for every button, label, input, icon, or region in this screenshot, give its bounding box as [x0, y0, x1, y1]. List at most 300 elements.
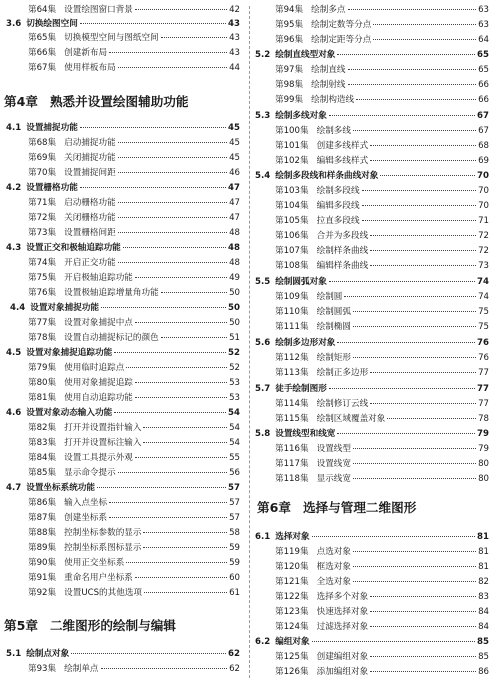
toc-entry: [28, 452, 240, 464]
page-number: 43: [228, 19, 240, 29]
toc-entry: [28, 512, 240, 524]
leader-dots: [370, 611, 476, 612]
chapter-title: 选择与管理二维图形: [302, 500, 417, 515]
leader-dots: [370, 403, 476, 404]
episode-number: 第95集: [275, 20, 304, 30]
entry-title: 打开并设置标注输入: [64, 438, 142, 448]
section-number: 5.6: [255, 338, 271, 348]
toc-section-heading: [255, 531, 489, 543]
toc-entry: [28, 467, 240, 479]
leader-dots: [370, 265, 476, 266]
leader-dots: [329, 388, 475, 389]
entry-title: 重命名用户坐标系: [64, 573, 133, 583]
leader-dots: [135, 577, 227, 578]
chapter-heading: [4, 618, 176, 634]
section-number: 5.5: [255, 277, 271, 287]
toc-entry: [275, 398, 489, 410]
toc-section-heading: [6, 182, 240, 194]
page-number: 57: [228, 483, 240, 493]
section-number: 5.7: [255, 384, 271, 394]
episode-number: 第92集: [28, 588, 57, 598]
toc-section-heading: [10, 302, 240, 314]
toc-entry: [275, 260, 489, 272]
leader-dots: [135, 397, 227, 398]
entry-title: 使用临时追踪点: [64, 363, 125, 373]
entry-title: 关闭捕捉功能: [64, 153, 116, 163]
leader-dots: [329, 281, 475, 282]
leader-dots: [143, 547, 227, 548]
entry-title: 设置线型和线宽: [275, 429, 336, 439]
episode-number: 第76集: [28, 288, 57, 298]
toc-entry: [275, 576, 489, 588]
toc-entry: [275, 321, 489, 333]
episode-number: 第73集: [28, 228, 57, 238]
toc-section-heading: [255, 170, 489, 182]
leader-dots: [353, 326, 476, 327]
section-number: 5.4: [255, 171, 271, 181]
page-number: 80: [478, 459, 489, 469]
toc-entry: [275, 651, 489, 663]
leader-dots: [348, 9, 477, 10]
leader-dots: [114, 412, 226, 413]
leader-dots: [370, 626, 476, 627]
episode-number: 第85集: [28, 468, 57, 478]
episode-number: 第109集: [275, 292, 309, 302]
leader-dots: [353, 478, 476, 479]
toc-entry: [275, 94, 489, 106]
page-number: 85: [478, 652, 489, 662]
entry-title: 拉直多段线: [316, 216, 360, 226]
section-number: 3.6: [6, 19, 22, 29]
page-number: 53: [229, 378, 240, 388]
page-number: 78: [478, 414, 489, 424]
entry-title: 启动栅格功能: [64, 198, 116, 208]
entry-title: 绘制多线对象: [275, 111, 327, 121]
entry-title: 创建多线样式: [316, 141, 369, 151]
leader-dots: [362, 205, 476, 206]
page-number: 80: [478, 474, 489, 484]
episode-number: 第69集: [28, 153, 57, 163]
leader-dots: [118, 202, 227, 203]
toc-entry: [28, 527, 240, 539]
page-number: 76: [478, 353, 489, 363]
leader-dots: [362, 220, 476, 221]
leader-dots: [337, 54, 475, 55]
leader-dots: [123, 247, 226, 248]
entry-title: 设置捕捉功能: [26, 123, 78, 133]
leader-dots: [356, 99, 476, 100]
page-number: 81: [478, 562, 489, 572]
toc-section-heading: [6, 18, 240, 30]
column-divider: [249, 6, 250, 678]
entry-title: 设置自动捕捉标记的颜色: [64, 333, 159, 343]
page-number: 72: [478, 246, 489, 256]
entry-title: 设置绘图窗口背景: [64, 5, 133, 15]
toc-entry: [275, 200, 489, 212]
toc-entry: [28, 362, 240, 374]
entry-title: 绘制多段线和样条曲线对象: [275, 171, 379, 181]
entry-title: 设置坐标系统功能: [26, 483, 95, 493]
entry-title: 设置线宽: [316, 459, 351, 469]
episode-number: 第80集: [28, 378, 57, 388]
toc-entry: [275, 458, 489, 470]
leader-dots: [370, 160, 476, 161]
page-number: 56: [229, 468, 240, 478]
episode-number: 第74集: [28, 258, 57, 268]
leader-dots: [143, 532, 227, 533]
entry-title: 绘制直线: [311, 65, 346, 75]
chapter-title: 熟悉并设置绘图辅助功能: [49, 94, 189, 109]
episode-number: 第101集: [275, 141, 309, 151]
leader-dots: [353, 448, 476, 449]
toc-entry: [28, 332, 240, 344]
entry-title: 选择多个对象: [316, 592, 369, 602]
episode-number: 第117集: [275, 459, 309, 469]
episode-number: 第71集: [28, 198, 57, 208]
leader-dots: [135, 322, 227, 323]
toc-entry: [28, 272, 240, 284]
section-number: 6.1: [255, 532, 271, 542]
episode-number: 第104集: [275, 201, 309, 211]
entry-title: 开启正交功能: [64, 258, 116, 268]
entry-title: 过滤选择对象: [316, 622, 369, 632]
entry-title: 设置栅格功能: [26, 183, 78, 193]
episode-number: 第111集: [275, 322, 309, 332]
entry-title: 控制坐标参数的显示: [64, 528, 142, 538]
toc-entry: [28, 197, 240, 209]
episode-number: 第121集: [275, 577, 309, 587]
page-number: 42: [229, 5, 240, 15]
leader-dots: [329, 115, 475, 116]
entry-title: 设置UCS的其他选项: [64, 588, 143, 598]
episode-number: 第126集: [275, 667, 309, 677]
episode-number: 第115集: [275, 414, 309, 424]
toc-section-heading: [6, 482, 240, 494]
entry-title: 绘制矩形: [316, 353, 351, 363]
section-number: 5.8: [255, 429, 271, 439]
entry-title: 设置正交和极轴追踪功能: [26, 243, 121, 253]
page-number: 69: [478, 156, 489, 166]
leader-dots: [312, 536, 475, 537]
page-number: 45: [229, 153, 240, 163]
episode-number: 第102集: [275, 156, 309, 166]
toc-entry: [28, 587, 240, 599]
entry-title: 输入点坐标: [64, 498, 108, 508]
page-number: 64: [478, 35, 489, 45]
toc-section-heading: [255, 636, 489, 648]
chapter-number: 第4章: [4, 94, 38, 109]
episode-number: 第103集: [275, 186, 309, 196]
episode-number: 第91集: [28, 573, 57, 583]
page-number: 81: [478, 547, 489, 557]
episode-number: 第107集: [275, 246, 309, 256]
page-number: 68: [478, 141, 489, 151]
page-number: 84: [478, 607, 489, 617]
toc-entry: [275, 155, 489, 167]
episode-number: 第66集: [28, 48, 57, 58]
section-number: 5.1: [6, 649, 22, 659]
toc-section-heading: [255, 276, 489, 288]
entry-title: 绘制圆弧: [316, 307, 351, 317]
toc-entry: [28, 47, 240, 59]
toc-entry: [275, 230, 489, 242]
toc-section-heading: [6, 122, 240, 134]
page-number: 86: [478, 667, 489, 677]
episode-number: 第77集: [28, 318, 57, 328]
toc-entry: [28, 62, 240, 74]
toc-entry: [275, 79, 489, 91]
leader-dots: [109, 52, 227, 53]
leader-dots: [101, 668, 228, 669]
entry-title: 全选对象: [316, 577, 351, 587]
entry-title: 打开并设置指针输入: [64, 423, 142, 433]
toc-section-heading: [6, 242, 240, 254]
episode-number: 第105集: [275, 216, 309, 226]
entry-title: 合并为多段线: [316, 231, 369, 241]
toc-entry: [275, 125, 489, 137]
page-number: 62: [229, 664, 240, 674]
page-number: 59: [229, 543, 240, 553]
entry-title: 设置对象动态输入功能: [26, 408, 113, 418]
leader-dots: [353, 130, 476, 131]
leader-dots: [109, 502, 227, 503]
episode-number: 第118集: [275, 474, 309, 484]
leader-dots: [161, 292, 227, 293]
entry-title: 绘制射线: [311, 80, 346, 90]
episode-number: 第86集: [28, 498, 57, 508]
leader-dots: [143, 427, 227, 428]
page-number: 45: [228, 123, 240, 133]
entry-title: 绘制多点: [311, 5, 346, 15]
page-number: 81: [477, 532, 489, 542]
leader-dots: [135, 277, 227, 278]
chapter-title: 二维图形的绘制与编辑: [49, 618, 176, 633]
entry-title: 控制坐标系图标显示: [64, 543, 142, 553]
page-number: 51: [229, 333, 240, 343]
page-number: 63: [478, 20, 489, 30]
entry-title: 绘制圆弧对象: [275, 277, 327, 287]
page-number: 79: [478, 444, 489, 454]
episode-number: 第99集: [275, 95, 304, 105]
episode-number: 第81集: [28, 393, 57, 403]
page-number: 73: [478, 261, 489, 271]
page-number: 70: [478, 201, 489, 211]
entry-title: 绘制区域覆盖对象: [316, 414, 386, 424]
toc-entry: [275, 64, 489, 76]
leader-dots: [135, 9, 227, 10]
page-number: 70: [477, 171, 489, 181]
leader-dots: [353, 566, 476, 567]
leader-dots: [101, 307, 226, 308]
page-number: 66: [478, 80, 489, 90]
toc-section-heading: [255, 383, 489, 395]
episode-number: 第96集: [275, 35, 304, 45]
toc-section-heading: [6, 407, 240, 419]
leader-dots: [387, 418, 476, 419]
page-number: 52: [228, 348, 240, 358]
page-number: 47: [229, 198, 240, 208]
entry-title: 绘制椭圆: [316, 322, 351, 332]
toc-entry: [28, 663, 240, 675]
toc-entry: [275, 367, 489, 379]
episode-number: 第88集: [28, 528, 57, 538]
page-number: 57: [229, 498, 240, 508]
episode-number: 第84集: [28, 453, 57, 463]
toc-entry: [275, 291, 489, 303]
page-number: 54: [228, 408, 240, 418]
leader-dots: [135, 457, 227, 458]
section-number: 4.1: [6, 123, 22, 133]
entry-title: 设置对象捕捉功能: [30, 303, 99, 313]
page-number: 61: [229, 588, 240, 598]
entry-title: 关闭栅格功能: [64, 213, 116, 223]
toc-entry: [28, 137, 240, 149]
page-number: 77: [478, 368, 489, 378]
leader-dots: [337, 342, 475, 343]
page-number: 45: [229, 138, 240, 148]
entry-title: 设置极轴追踪增量角功能: [64, 288, 159, 298]
leader-dots: [80, 23, 226, 24]
leader-dots: [370, 372, 476, 373]
entry-title: 编辑多线样式: [316, 156, 369, 166]
episode-number: 第79集: [28, 363, 57, 373]
episode-number: 第64集: [28, 5, 57, 15]
page-number: 58: [229, 528, 240, 538]
episode-number: 第68集: [28, 138, 57, 148]
toc-entry: [28, 152, 240, 164]
leader-dots: [344, 296, 476, 297]
leader-dots: [80, 187, 226, 188]
entry-title: 使用自动追踪功能: [64, 393, 133, 403]
episode-number: 第116集: [275, 444, 309, 454]
entry-title: 切换模型空间与图纸空间: [64, 33, 159, 43]
leader-dots: [97, 487, 226, 488]
leader-dots: [370, 596, 476, 597]
episode-number: 第87集: [28, 513, 57, 523]
episode-number: 第106集: [275, 231, 309, 241]
toc-entry: [275, 352, 489, 364]
entry-title: 显示命令提示: [64, 468, 116, 478]
section-number: 4.7: [6, 483, 22, 493]
toc-section-heading: [255, 49, 489, 61]
page-number: 52: [229, 363, 240, 373]
toc-entry: [28, 557, 240, 569]
episode-number: 第94集: [275, 5, 304, 15]
episode-number: 第78集: [28, 333, 57, 343]
toc-entry: [275, 443, 489, 455]
toc-entry: [28, 257, 240, 269]
page-number: 84: [478, 622, 489, 632]
toc-entry: [28, 227, 240, 239]
leader-dots: [71, 653, 226, 654]
leader-dots: [118, 217, 227, 218]
leader-dots: [161, 37, 227, 38]
leader-dots: [370, 145, 476, 146]
toc-section-heading: [6, 648, 240, 660]
toc-entry: [28, 542, 240, 554]
toc-entry: [275, 215, 489, 227]
episode-number: 第100集: [275, 126, 309, 136]
leader-dots: [118, 472, 227, 473]
toc-entry: [28, 392, 240, 404]
entry-title: 创建坐标系: [64, 513, 108, 523]
page-number: 49: [229, 273, 240, 283]
episode-number: 第72集: [28, 213, 57, 223]
page-number: 75: [478, 307, 489, 317]
page-number: 50: [229, 288, 240, 298]
episode-number: 第89集: [28, 543, 57, 553]
toc-entry: [275, 185, 489, 197]
leader-dots: [373, 39, 476, 40]
leader-dots: [353, 463, 476, 464]
leader-dots: [370, 656, 476, 657]
toc-section-heading: [255, 337, 489, 349]
entry-title: 绘制修订云线: [316, 399, 369, 409]
section-number: 4.3: [6, 243, 22, 253]
entry-title: 设置栅格间距: [64, 228, 116, 238]
toc-section-heading: [255, 428, 489, 440]
page-number: 54: [229, 423, 240, 433]
leader-dots: [144, 592, 227, 593]
toc-entry: [28, 437, 240, 449]
section-number: 6.2: [255, 637, 271, 647]
page-number: 53: [229, 393, 240, 403]
episode-number: 第110集: [275, 307, 309, 317]
page-number: 82: [478, 577, 489, 587]
leader-dots: [353, 551, 476, 552]
page-number: 77: [478, 399, 489, 409]
toc-entry: [28, 572, 240, 584]
entry-title: 设置线型: [316, 444, 351, 454]
leader-dots: [353, 357, 476, 358]
page-number: 47: [229, 213, 240, 223]
leader-dots: [348, 69, 477, 70]
leader-dots: [109, 517, 227, 518]
episode-number: 第70集: [28, 168, 57, 178]
toc-entry: [275, 666, 489, 678]
entry-title: 快速选择对象: [316, 607, 369, 617]
toc-entry: [275, 621, 489, 633]
toc-entry: [275, 606, 489, 618]
episode-number: 第114集: [275, 399, 309, 409]
leader-dots: [370, 250, 476, 251]
page-number: 77: [477, 384, 489, 394]
leader-dots: [353, 311, 476, 312]
page-number: 59: [229, 558, 240, 568]
section-number: 4.4: [10, 303, 26, 313]
toc-entry: [28, 287, 240, 299]
page-number: 60: [229, 573, 240, 583]
toc-entry: [275, 4, 489, 16]
toc-entry: [275, 306, 489, 318]
section-number: 4.5: [6, 348, 22, 358]
toc-entry: [28, 167, 240, 179]
toc-entry: [28, 32, 240, 44]
episode-number: 第108集: [275, 261, 309, 271]
page-number: 66: [478, 95, 489, 105]
leader-dots: [370, 671, 476, 672]
episode-number: 第113集: [275, 368, 309, 378]
page-number: 65: [478, 65, 489, 75]
page-number: 48: [229, 228, 240, 238]
entry-title: 绘制正多边形: [316, 368, 369, 378]
leader-dots: [370, 235, 476, 236]
section-number: 5.3: [255, 111, 271, 121]
toc-entry: [275, 140, 489, 152]
entry-title: 编辑样条曲线: [316, 261, 369, 271]
entry-title: 绘制圆: [316, 292, 343, 302]
page-number: 43: [229, 48, 240, 58]
